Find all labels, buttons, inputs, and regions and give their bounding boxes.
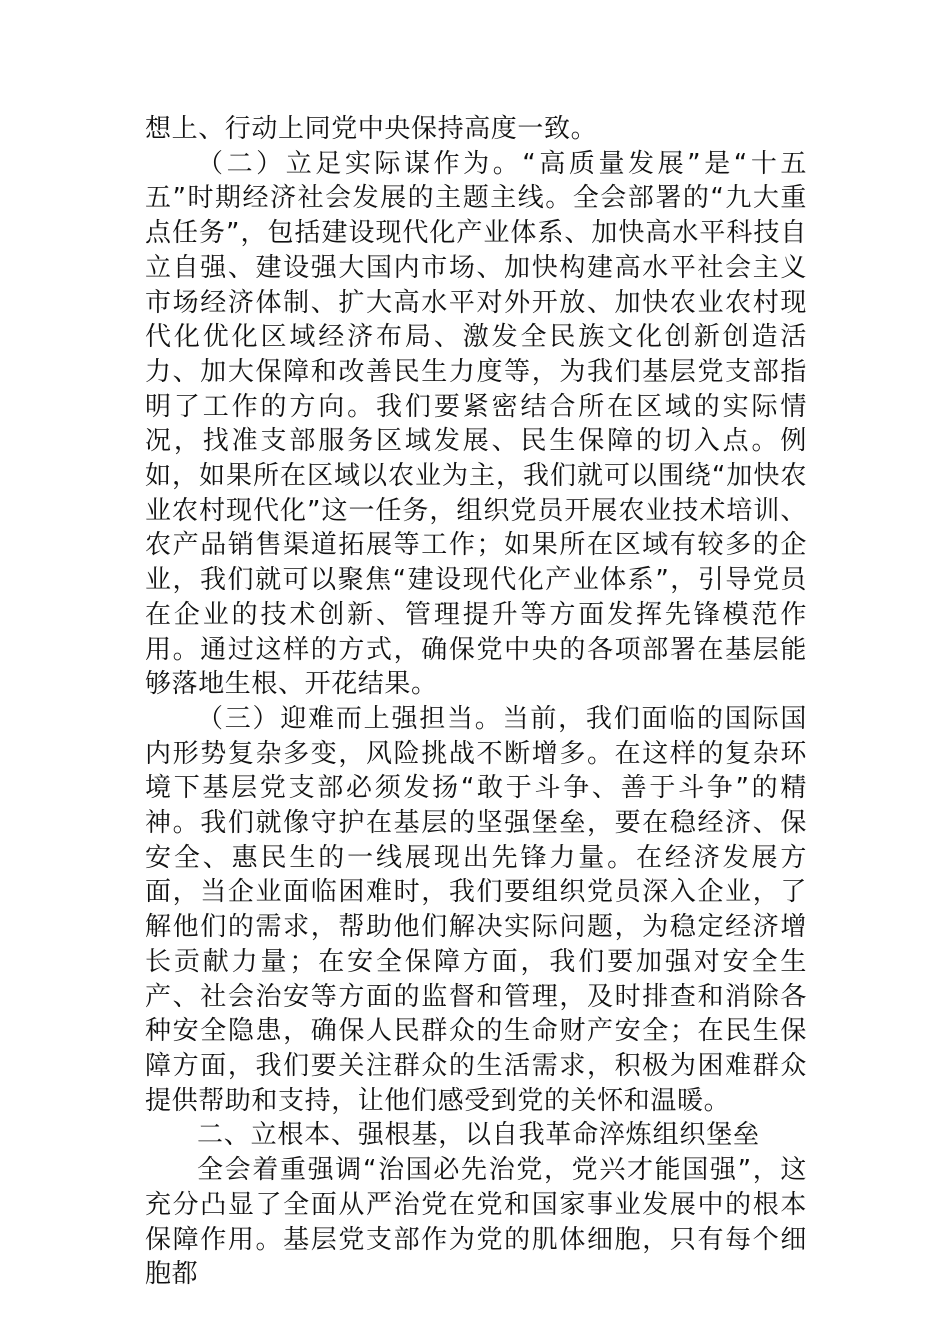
document-page bbox=[145, 112, 807, 1292]
paragraph-last: 全会着重强调“治国必先治党，党兴才能国强”，这充分凸显了全面从严治党在党和国家事业发展中的根本保障作用。基层党支部作为党的肌体细胞，只有每个细胞都 bbox=[145, 1155, 807, 1290]
paragraph-continuation: 想上、行动上同党中央保持高度一致。 bbox=[145, 114, 598, 144]
paragraph-section-three: （三）迎难而上强担当。当前，我们面临的国际国内形势复杂多变，风险挑战不断增多。在这样的复杂环境下基层党支部必须发扬“敢于斗争、善于斗争”的精神。我们就像守护在基层的坚强堡垒，要在稳经济、保安全、惠民生的一线展现出先锋力量。在经济发展方面，当企业面临困难时，我们要组织党员深入企业，了解他们的需求，帮助他们解决实际问题，为稳定经济增长贡献力量；在安全保障方面，我们要加强对安全生产、社会治安等方面的监督和管理，及时排查和消除各种安全隐患，确保人民群众的生命财产安全；在民生保障方面，我们要关注群众的生活需求，积极为困难群众提供帮助和支持，让他们感受到党的关怀和温暖。 bbox=[145, 703, 807, 1116]
section-heading: 二、立根本、强根基，以自我革命淬炼组织堡垒 bbox=[197, 1120, 760, 1151]
paragraph-section-two: （二）立足实际谋作为。“高质量发展”是“十五五”时期经济社会发展的主题主线。全会部署的“九大重点任务”，包括建设现代化产业体系、加快高水平科技自立自强、建设强大国内市场、加快构建高水平社会主义市场经济体制、扩大高水平对外开放、加快农业农村现代化优化区域经济布局、激发全民族文化创新创造活力、加大保障和改善民生力度等，为我们基层党支部指明了工作的方向。我们要紧密结合所在区域的实际情况，找准支部服务区域发展、民生保障的切入点。例如，如果所在区域以农业为主，我们就可以围绕“加快农业农村现代化”这一任务，组织党员开展农业技术培训、农产品销售渠道拓展等工作；如果所在区域有较多的企业，我们就可以聚焦“建设现代化产业体系”，引导党员在企业的技术创新、管理提升等方面发挥先锋模范作用。通过这样的方式，确保党中央的各项部署在基层能够落地生根、开花结果。 bbox=[145, 148, 807, 700]
